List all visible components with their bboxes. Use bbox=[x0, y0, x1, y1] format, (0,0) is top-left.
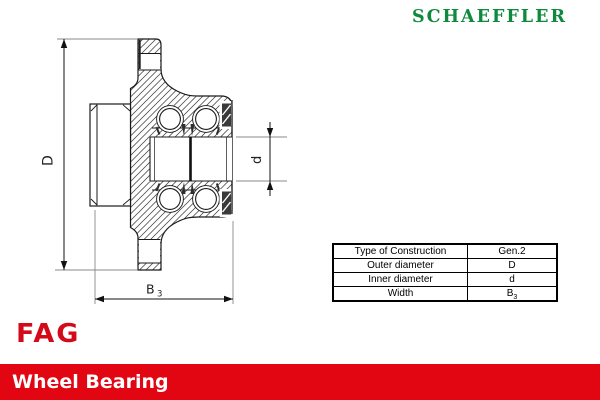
dimension-inner-diameter bbox=[236, 122, 287, 196]
spec-row bbox=[334, 258, 556, 272]
bearing-ball bbox=[196, 189, 217, 210]
spec-row bbox=[334, 286, 556, 300]
bearing-bore bbox=[150, 137, 232, 181]
spec-row bbox=[334, 245, 556, 258]
dim-label-B: B bbox=[146, 281, 155, 297]
spec-value: Gen.2 bbox=[498, 246, 526, 257]
bearing-ball bbox=[160, 109, 181, 130]
spec-label: Inner diameter bbox=[334, 273, 468, 286]
spec-label: Outer diameter bbox=[334, 259, 468, 272]
dim-label-D: D bbox=[40, 155, 57, 166]
footer-bar bbox=[0, 364, 600, 400]
pilot-step bbox=[90, 104, 131, 206]
fag-logo: FAG bbox=[16, 319, 81, 349]
dim-label-B-sub: 3 bbox=[157, 289, 163, 300]
dim-label-d: d bbox=[250, 155, 265, 164]
spec-value: D bbox=[508, 260, 516, 271]
bearing-ball bbox=[196, 109, 217, 130]
schaeffler-logo: SCHAEFFLER bbox=[411, 7, 567, 27]
spec-table bbox=[332, 243, 558, 302]
product-title: Wheel Bearing bbox=[12, 371, 169, 393]
spec-row bbox=[334, 272, 556, 286]
spec-value: $B_3$ bbox=[506, 288, 518, 301]
spec-label: Width bbox=[334, 287, 468, 300]
spec-label: Type of Construction bbox=[334, 245, 468, 258]
spec-value: d bbox=[509, 274, 515, 285]
bottom-stud-bore bbox=[139, 240, 161, 264]
bearing-ball bbox=[160, 189, 181, 210]
